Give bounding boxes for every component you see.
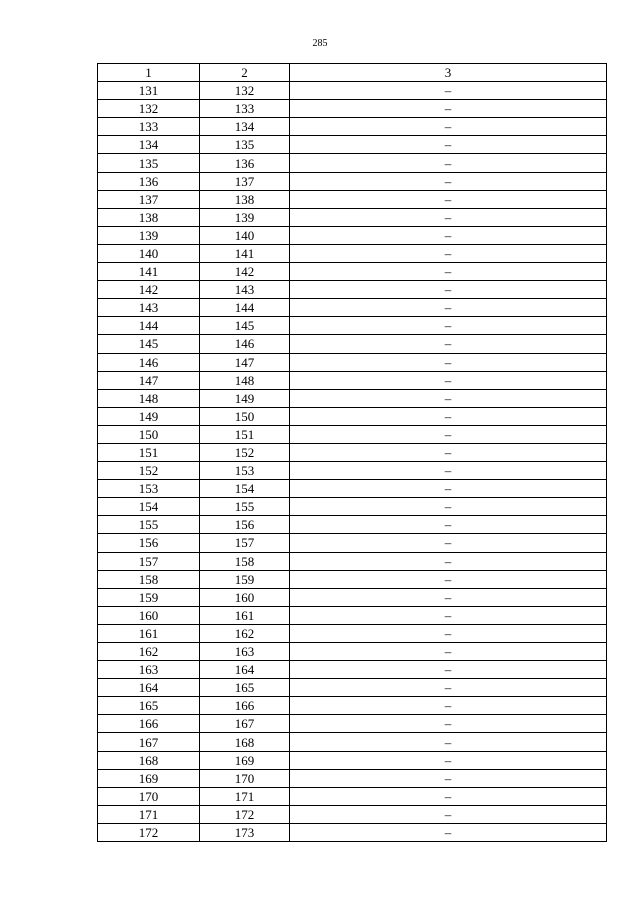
table-cell-col-1: 163 (98, 661, 200, 679)
table-cell-col-1: 164 (98, 679, 200, 697)
table-row (98, 407, 607, 425)
table-cell-col-3: – (290, 823, 607, 841)
table-row (98, 769, 607, 787)
table-row (98, 281, 607, 299)
table-cell-col-3: – (290, 389, 607, 407)
table-cell-col-1: 131 (98, 82, 200, 100)
table-cell-col-2: 171 (200, 787, 290, 805)
table-cell-col-2: 138 (200, 190, 290, 208)
table-row (98, 443, 607, 461)
table-cell-col-1: 137 (98, 190, 200, 208)
table-cell-col-2: 133 (200, 100, 290, 118)
table-cell-col-3: – (290, 100, 607, 118)
table-cell-col-1: 145 (98, 335, 200, 353)
header-row (98, 64, 607, 82)
table-cell-col-3: – (290, 226, 607, 244)
table-cell-col-1: 132 (98, 100, 200, 118)
table-cell-col-1: 160 (98, 606, 200, 624)
table-cell-col-1: 167 (98, 733, 200, 751)
table-cell-col-3: – (290, 299, 607, 317)
table-cell-col-2: 159 (200, 570, 290, 588)
table-row (98, 335, 607, 353)
data-table (97, 63, 607, 842)
table-cell-col-3: – (290, 769, 607, 787)
table-cell-col-2: 155 (200, 498, 290, 516)
table-cell-col-1: 157 (98, 552, 200, 570)
table-cell-col-3: – (290, 697, 607, 715)
table-cell-col-2: 150 (200, 407, 290, 425)
table-cell-col-1: 151 (98, 443, 200, 461)
table-row (98, 643, 607, 661)
table-body (98, 82, 607, 842)
table-cell-col-3: – (290, 588, 607, 606)
table-row (98, 606, 607, 624)
table-row (98, 787, 607, 805)
table-row (98, 516, 607, 534)
table-row (98, 425, 607, 443)
table-row (98, 172, 607, 190)
table-cell-col-1: 168 (98, 751, 200, 769)
table-cell-col-3: – (290, 606, 607, 624)
table-cell-col-2: 161 (200, 606, 290, 624)
table-cell-col-1: 136 (98, 172, 200, 190)
table-cell-col-3: – (290, 534, 607, 552)
table-cell-col-2: 136 (200, 154, 290, 172)
table-row (98, 498, 607, 516)
table-cell-col-1: 139 (98, 226, 200, 244)
table-cell-col-2: 173 (200, 823, 290, 841)
table-cell-col-3: – (290, 353, 607, 371)
table-cell-col-2: 152 (200, 443, 290, 461)
table-cell-col-3: – (290, 787, 607, 805)
table-cell-col-1: 149 (98, 407, 200, 425)
table-cell-col-1: 152 (98, 462, 200, 480)
table-cell-col-1: 150 (98, 425, 200, 443)
table-cell-col-3: – (290, 190, 607, 208)
table-header (98, 64, 607, 82)
table-row (98, 462, 607, 480)
table-row (98, 715, 607, 733)
table-cell-col-3: – (290, 661, 607, 679)
table-cell-col-1: 161 (98, 624, 200, 642)
table-cell-col-2: 158 (200, 552, 290, 570)
table-cell-col-2: 165 (200, 679, 290, 697)
table-row (98, 534, 607, 552)
table-cell-col-1: 171 (98, 805, 200, 823)
table-cell-col-3: – (290, 805, 607, 823)
table-cell-col-1: 133 (98, 118, 200, 136)
table-cell-col-1: 148 (98, 389, 200, 407)
table-row (98, 480, 607, 498)
table-cell-col-3: – (290, 751, 607, 769)
table-cell-col-2: 144 (200, 299, 290, 317)
table-cell-col-1: 159 (98, 588, 200, 606)
table-cell-col-1: 143 (98, 299, 200, 317)
table-cell-col-1: 147 (98, 371, 200, 389)
table-cell-col-2: 143 (200, 281, 290, 299)
table-row (98, 208, 607, 226)
table-cell-col-1: 135 (98, 154, 200, 172)
table-cell-col-1: 154 (98, 498, 200, 516)
table-cell-col-3: – (290, 154, 607, 172)
table-cell-col-3: – (290, 317, 607, 335)
table-cell-col-2: 169 (200, 751, 290, 769)
table-cell-col-1: 141 (98, 263, 200, 281)
table-row (98, 263, 607, 281)
table-cell-col-1: 172 (98, 823, 200, 841)
table-cell-col-3: – (290, 371, 607, 389)
table-cell-col-1: 140 (98, 244, 200, 262)
table-cell-col-3: – (290, 118, 607, 136)
table-cell-col-1: 138 (98, 208, 200, 226)
table-cell-col-1: 142 (98, 281, 200, 299)
table-cell-col-1: 158 (98, 570, 200, 588)
table-cell-col-1: 134 (98, 136, 200, 154)
table-row (98, 226, 607, 244)
table-cell-col-1: 169 (98, 769, 200, 787)
table-cell-col-1: 146 (98, 353, 200, 371)
table-cell-col-3: – (290, 244, 607, 262)
table-cell-col-1: 155 (98, 516, 200, 534)
table-row (98, 570, 607, 588)
table-row (98, 317, 607, 335)
table-cell-col-2: 166 (200, 697, 290, 715)
table-cell-col-2: 145 (200, 317, 290, 335)
table-cell-col-2: 148 (200, 371, 290, 389)
table-row (98, 624, 607, 642)
table-row (98, 299, 607, 317)
table-cell-col-2: 154 (200, 480, 290, 498)
table-cell-col-2: 147 (200, 353, 290, 371)
table-row (98, 244, 607, 262)
table-row (98, 588, 607, 606)
table-cell-col-3: – (290, 172, 607, 190)
table-cell-col-1: 170 (98, 787, 200, 805)
table-cell-col-3: – (290, 462, 607, 480)
table-row (98, 100, 607, 118)
table-row (98, 154, 607, 172)
table-cell-col-2: 164 (200, 661, 290, 679)
table-cell-col-3: – (290, 82, 607, 100)
table-cell-col-3: – (290, 498, 607, 516)
table-cell-col-3: – (290, 263, 607, 281)
table-cell-col-2: 139 (200, 208, 290, 226)
table-cell-col-2: 156 (200, 516, 290, 534)
table-cell-col-3: – (290, 480, 607, 498)
table-cell-col-3: – (290, 443, 607, 461)
table-cell-col-3: – (290, 136, 607, 154)
table-cell-col-2: 157 (200, 534, 290, 552)
table-cell-col-3: – (290, 335, 607, 353)
table-cell-col-1: 144 (98, 317, 200, 335)
table-row (98, 118, 607, 136)
table-cell-col-3: – (290, 570, 607, 588)
table-cell-col-3: – (290, 643, 607, 661)
table-row (98, 823, 607, 841)
table-cell-col-2: 141 (200, 244, 290, 262)
table-cell-col-2: 135 (200, 136, 290, 154)
table-row (98, 552, 607, 570)
table-cell-col-3: – (290, 425, 607, 443)
table-row (98, 371, 607, 389)
table-cell-col-3: – (290, 552, 607, 570)
table-cell-col-2: 168 (200, 733, 290, 751)
table-row (98, 136, 607, 154)
table-cell-col-3: – (290, 516, 607, 534)
column-header-3: 3 (290, 64, 607, 82)
table-cell-col-2: 172 (200, 805, 290, 823)
table-cell-col-2: 132 (200, 82, 290, 100)
table-cell-col-3: – (290, 715, 607, 733)
table-cell-col-3: – (290, 624, 607, 642)
table-row (98, 805, 607, 823)
table-cell-col-2: 134 (200, 118, 290, 136)
table-cell-col-3: – (290, 281, 607, 299)
table-row (98, 82, 607, 100)
table-row (98, 661, 607, 679)
table-row (98, 733, 607, 751)
table-cell-col-2: 142 (200, 263, 290, 281)
table-cell-col-1: 156 (98, 534, 200, 552)
table-cell-col-3: – (290, 208, 607, 226)
table-row (98, 697, 607, 715)
column-header-2: 2 (200, 64, 290, 82)
table-row (98, 389, 607, 407)
table-cell-col-3: – (290, 679, 607, 697)
table-row (98, 679, 607, 697)
table-cell-col-2: 160 (200, 588, 290, 606)
page-number: 285 (312, 38, 328, 49)
table-cell-col-2: 140 (200, 226, 290, 244)
table-cell-col-2: 151 (200, 425, 290, 443)
column-header-1: 1 (98, 64, 200, 82)
table-cell-col-2: 170 (200, 769, 290, 787)
table-cell-col-2: 167 (200, 715, 290, 733)
table-cell-col-2: 149 (200, 389, 290, 407)
table-cell-col-2: 162 (200, 624, 290, 642)
table-cell-col-1: 165 (98, 697, 200, 715)
table-cell-col-3: – (290, 407, 607, 425)
table-row (98, 751, 607, 769)
table-cell-col-2: 137 (200, 172, 290, 190)
table-cell-col-1: 166 (98, 715, 200, 733)
table-row (98, 353, 607, 371)
table-cell-col-1: 153 (98, 480, 200, 498)
table-cell-col-3: – (290, 733, 607, 751)
table-cell-col-1: 162 (98, 643, 200, 661)
table-cell-col-2: 153 (200, 462, 290, 480)
table-row (98, 190, 607, 208)
table-cell-col-2: 163 (200, 643, 290, 661)
table-cell-col-2: 146 (200, 335, 290, 353)
